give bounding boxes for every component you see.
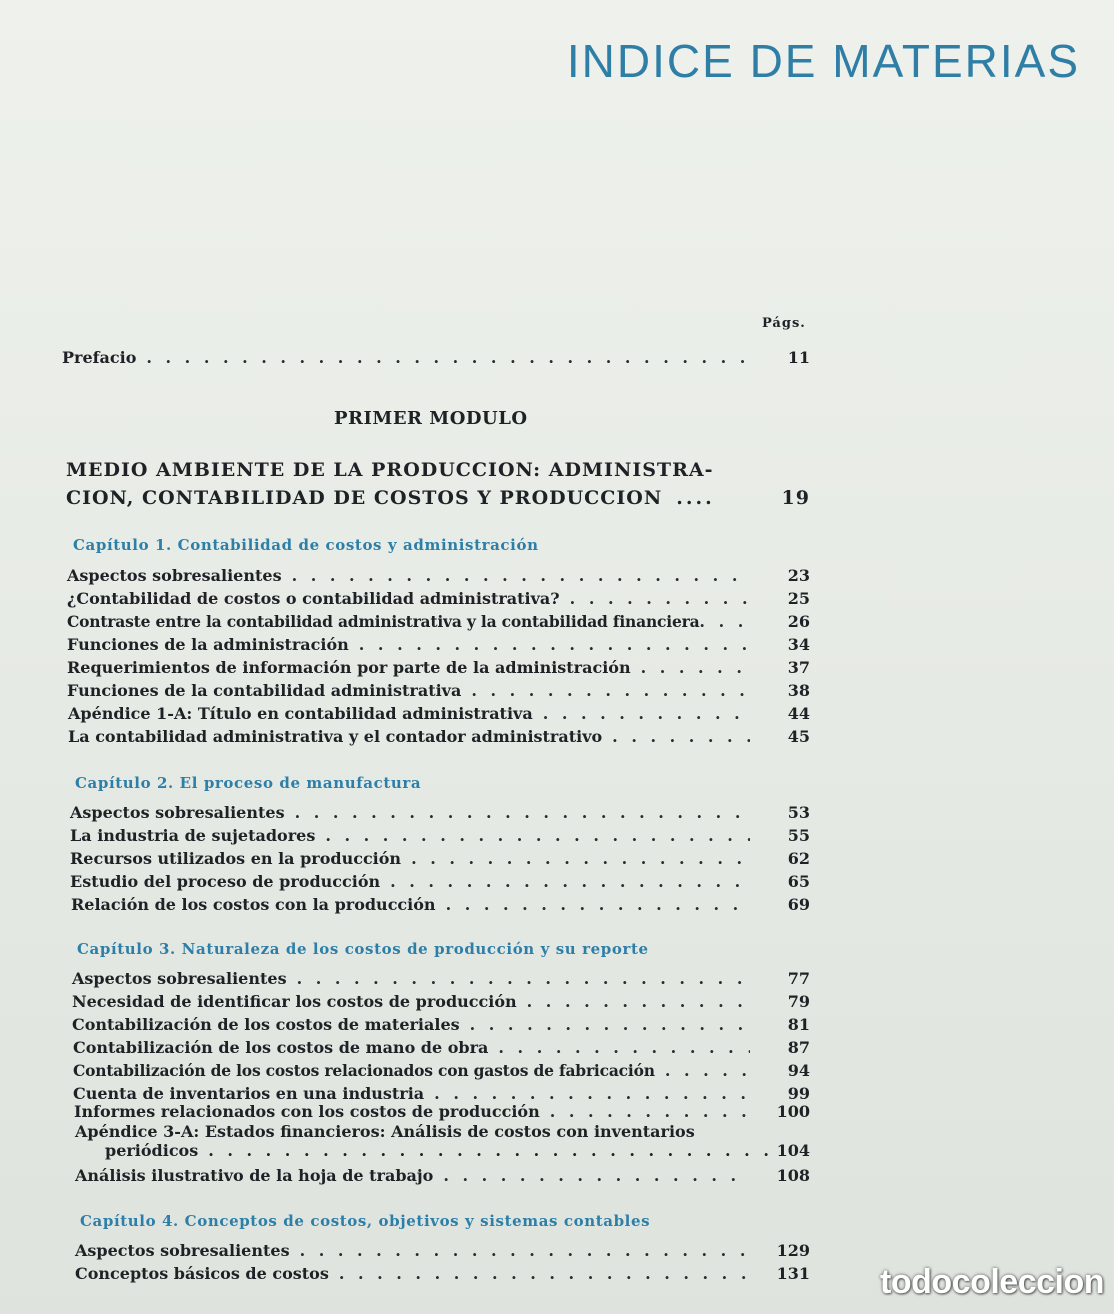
toc-entry — [68, 704, 810, 723]
toc-entry-page: 131 — [776, 1264, 810, 1283]
toc-entry-page: 94 — [787, 1061, 810, 1080]
toc-entry — [75, 1264, 810, 1283]
section-heading-line2: CION, CONTABILIDAD DE COSTOS Y PRODUCCION — [66, 487, 663, 509]
toc-entry-page: 11 — [787, 348, 810, 367]
toc-entry-label: Contraste entre la contabilidad administrativa y la contabilidad financiera — [67, 612, 700, 631]
toc-entry-page: 44 — [787, 704, 810, 723]
toc-entry-page: 69 — [787, 895, 810, 914]
toc-entry-label: Relación de los costos con la producción — [71, 895, 436, 914]
toc-entry-page: 34 — [787, 635, 810, 654]
leader-dots — [470, 1015, 750, 1034]
toc-entry — [67, 635, 810, 654]
section-heading-line1: MEDIO AMBIENTE DE LA PRODUCCION: ADMINISTRA- — [66, 459, 714, 481]
leader-dots — [411, 849, 750, 868]
toc-entry-page: 99 — [787, 1084, 810, 1103]
toc-entry — [70, 826, 810, 845]
toc-entry — [67, 658, 810, 677]
toc-entry-label: Estudio del proceso de producción — [70, 872, 381, 891]
leader-dots — [443, 1166, 750, 1185]
leader-dots — [471, 681, 750, 700]
toc-entry-page: 45 — [787, 727, 810, 746]
toc-entry — [72, 969, 810, 988]
toc-entry — [72, 1015, 810, 1034]
toc-entry-label: ¿Contabilidad de costos o contabilidad administrativa? — [67, 589, 560, 608]
toc-entry-page: 104 — [776, 1141, 810, 1160]
leader-dots — [550, 1102, 750, 1121]
toc-entry-label: Funciones de la administración — [67, 635, 349, 654]
leader-dots — [300, 1241, 750, 1260]
leader-dots — [434, 1084, 750, 1103]
toc-entry-label: Funciones de la contabilidad administrativa — [67, 681, 462, 700]
toc-entry-label: Aspectos sobresalientes — [67, 566, 282, 585]
toc-entry-label: Conceptos básicos de costos — [75, 1264, 329, 1283]
toc-entry-page: 87 — [787, 1038, 810, 1057]
toc-entry-label: Aspectos sobresalientes — [72, 969, 287, 988]
toc-entry-page: 23 — [787, 566, 810, 585]
toc-entry — [70, 803, 810, 822]
chapter-4-title: Capítulo 4. Conceptos de costos, objetivos y sistemas contables — [80, 1212, 651, 1230]
toc-entry-label: Aspectos sobresalientes — [70, 803, 285, 822]
toc-entry-page: 129 — [776, 1241, 810, 1260]
toc-entry-page: 55 — [787, 826, 810, 845]
leader-dots — [325, 826, 750, 845]
toc-entry — [72, 992, 810, 1011]
toc-entry — [71, 895, 810, 914]
toc-entry-label: Aspectos sobresalientes — [75, 1241, 290, 1260]
section-heading-ellipsis: .... — [676, 487, 715, 509]
toc-entry-label: Contabilización de los costos de mano de obra — [73, 1038, 489, 1057]
section-heading — [66, 456, 810, 512]
toc-entry — [68, 727, 810, 746]
leader-dots — [359, 635, 750, 654]
toc-entry-label: Informes relacionados con los costos de producción — [74, 1102, 540, 1121]
leader-dots — [543, 704, 750, 723]
leader-dots — [527, 992, 750, 1011]
leader-dots — [292, 566, 750, 585]
toc-entry-page: 100 — [776, 1102, 810, 1121]
toc-entry-page: 26 — [787, 612, 810, 631]
leader-dots — [570, 589, 750, 608]
watermark-logo: todocoleccion — [880, 1263, 1104, 1301]
leader-dots — [339, 1264, 750, 1283]
toc-entry-label: La industria de sujetadores — [70, 826, 316, 845]
toc-entry-page: 81 — [787, 1015, 810, 1034]
section-heading-page: 19 — [781, 487, 810, 509]
toc-entry-page: 62 — [787, 849, 810, 868]
toc-entry-label: Necesidad de identificar los costos de producción — [72, 992, 517, 1011]
toc-entry-page: 53 — [787, 803, 810, 822]
module-heading: PRIMER MODULO — [334, 408, 528, 429]
toc-entry — [70, 849, 810, 868]
chapter-3-title: Capítulo 3. Naturaleza de los costos de producción y su reporte — [77, 940, 649, 958]
toc-entry — [74, 1102, 810, 1121]
toc-entry-label: Contabilización de los costos de materiales — [72, 1015, 460, 1034]
toc-entry-label: Contabilización de los costos relacionados con gastos de fabricación — [73, 1061, 655, 1080]
leader-dots — [295, 803, 750, 822]
leader-dots — [665, 1061, 750, 1080]
leader-dots — [208, 1141, 770, 1160]
toc-entry — [67, 681, 810, 700]
leader-dots — [297, 969, 750, 988]
toc-entry-appendix-3a — [75, 1122, 810, 1160]
toc-entry — [67, 566, 810, 585]
leader-dots — [498, 1038, 750, 1057]
toc-entry — [67, 612, 810, 631]
toc-entry-label: Apéndice 1-A: Título en contabilidad administrativa — [68, 704, 533, 723]
toc-entry — [73, 1038, 810, 1057]
toc-entry — [75, 1166, 810, 1185]
leader-dots — [446, 895, 750, 914]
toc-entry — [67, 589, 810, 608]
toc-entry-page: 25 — [787, 589, 810, 608]
toc-entry-page: 37 — [787, 658, 810, 677]
toc-entry-label: Prefacio — [62, 348, 137, 367]
leader-dots — [641, 658, 750, 677]
toc-entry — [73, 1061, 810, 1080]
leader-dots — [146, 348, 750, 367]
toc-entry — [70, 872, 810, 891]
toc-entry-page: 77 — [787, 969, 810, 988]
toc-entry — [73, 1084, 810, 1103]
toc-entry-label-continued: periódicos — [105, 1141, 199, 1160]
toc-entry-prefacio — [62, 348, 810, 367]
toc-entry-label: La contabilidad administrativa y el contador administrativo — [68, 727, 603, 746]
toc-entry-label: Recursos utilizados en la producción — [70, 849, 402, 868]
toc-entry-label: Requerimientos de información por parte de la administración — [67, 658, 631, 677]
toc-entry-page: 79 — [787, 992, 810, 1011]
page-title: INDICE DE MATERIAS — [566, 35, 1080, 87]
toc-entry-label: Cuenta de inventarios en una industria — [73, 1084, 425, 1103]
leader-dots — [699, 612, 750, 631]
chapter-2-title: Capítulo 2. El proceso de manufactura — [75, 774, 422, 792]
toc-entry-label: Análisis ilustrativo de la hoja de trabajo — [75, 1166, 434, 1185]
toc-entry-page: 108 — [776, 1166, 810, 1185]
toc-entry — [75, 1241, 810, 1260]
leader-dots — [612, 727, 750, 746]
toc-entry-page: 38 — [787, 681, 810, 700]
toc-entry-page: 65 — [787, 872, 810, 891]
pages-column-header: Págs. — [762, 316, 806, 331]
chapter-1-title: Capítulo 1. Contabilidad de costos y administración — [73, 536, 539, 554]
leader-dots — [390, 872, 750, 891]
toc-entry-label: Apéndice 3-A: Estados financieros: Análisis de costos con inventarios — [75, 1122, 695, 1141]
